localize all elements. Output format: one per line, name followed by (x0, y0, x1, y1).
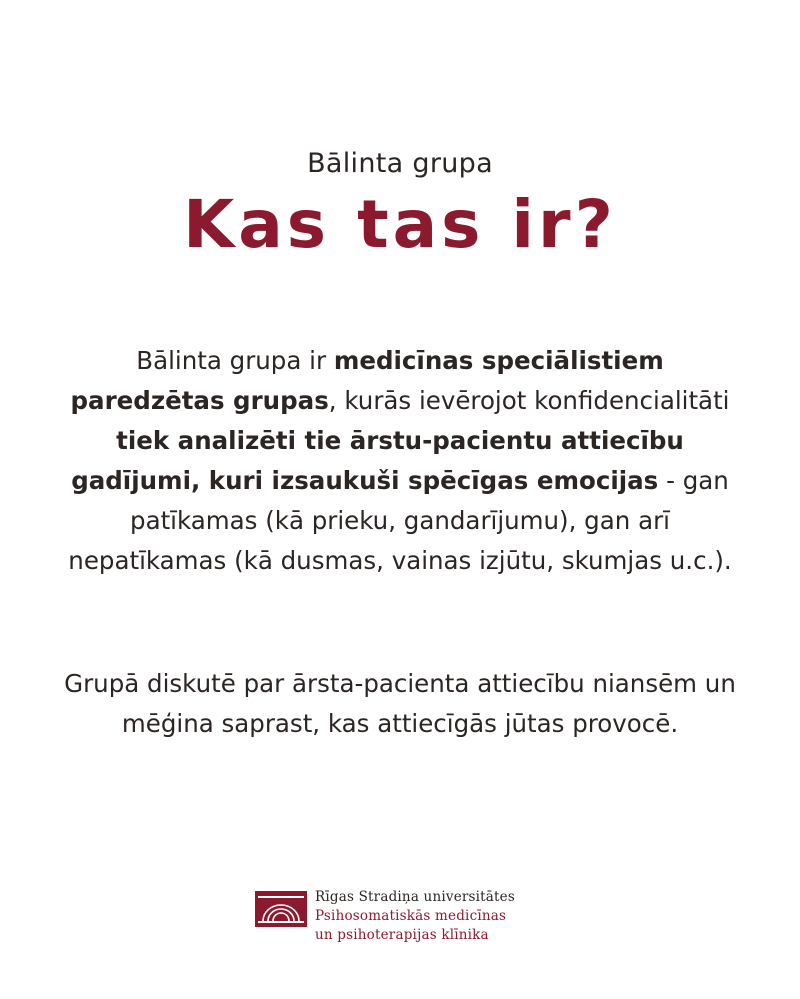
intro-bold-2: tiek analizēti tie ārstu-pacientu attiecību gadījumi, kuri izsaukuši spēcīgas emocijas (71, 426, 684, 495)
intro-bold-1: medicīnas speciālistiem paredzētas grupas (70, 346, 664, 415)
intro-text-1: Bālinta grupa ir (136, 346, 334, 375)
logo-emblem-icon (255, 891, 307, 927)
intro-text-2: , kurās ievērojot konfidencialitāti (328, 386, 730, 415)
logo-clinic-line-2: un psihoterapijas klīnika (315, 927, 489, 943)
intro-text-3: - gan patīkamas (kā prieku, gandarījumu), gan arī nepatīkamas (kā dusmas, vainas izjūtu, skumjas u.c.). (68, 466, 732, 575)
discussion-paragraph: Grupā diskutē par ārsta-pacienta attiecību niansēm un mēģina saprast, kas attiecīgās jūtas provocē. (64, 669, 736, 738)
logo-clinic-line-1: Psihosomatiskās medicīnas (315, 908, 507, 924)
clinic-logo (255, 888, 555, 958)
intro-paragraph (60, 341, 740, 581)
page-title: Kas tas ir? (183, 186, 617, 263)
logo-university-line: Rīgas Stradiņa universitātes (315, 889, 515, 905)
subtitle: Bālinta grupa (307, 148, 493, 179)
